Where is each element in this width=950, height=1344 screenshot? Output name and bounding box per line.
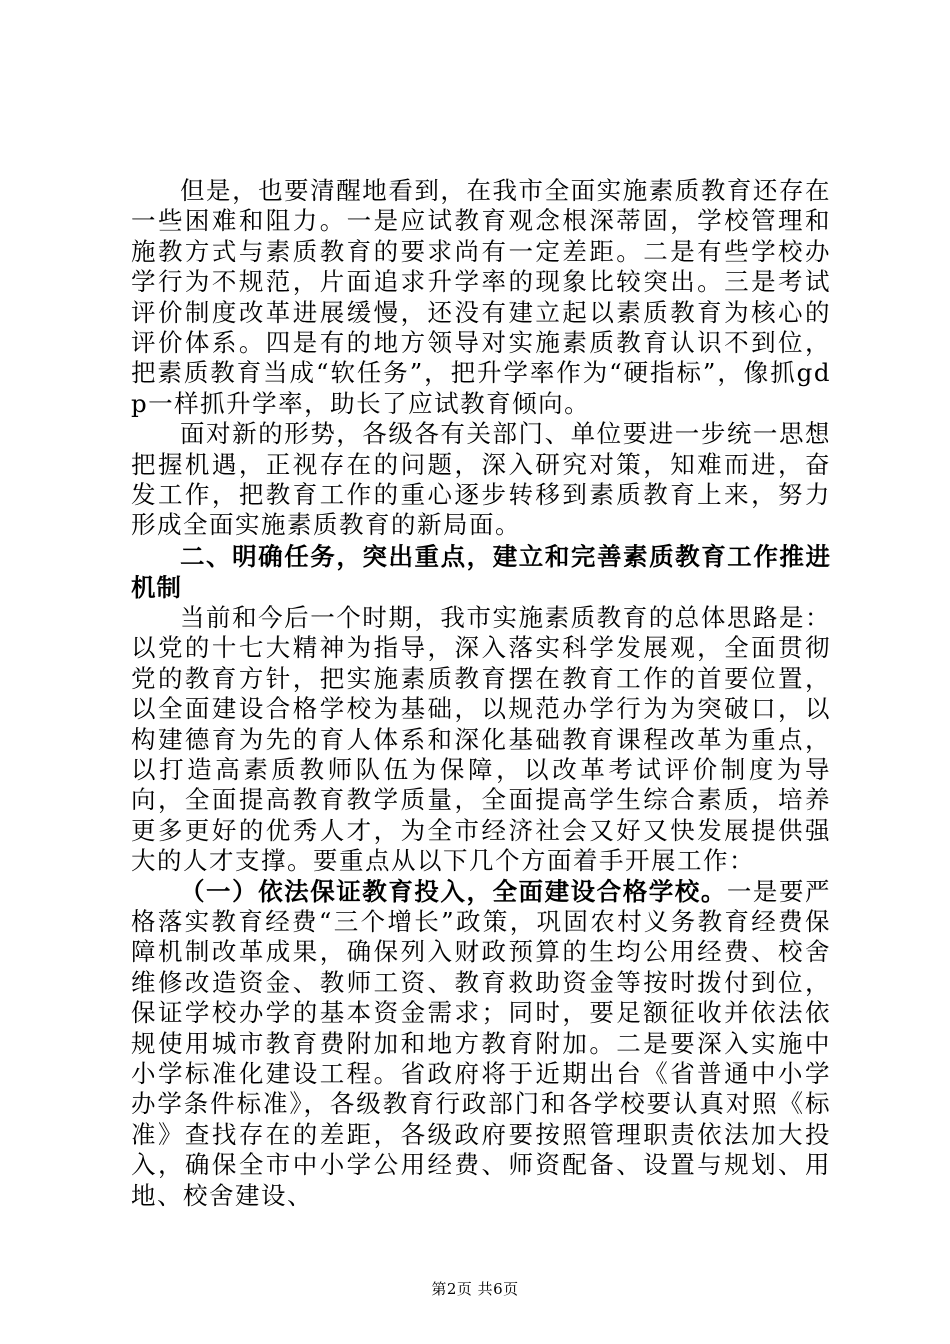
subsection-lead: （一）依法保证教育投入，全面建设合格学校。 <box>180 876 727 906</box>
section-heading: 二、明确任务，突出重点，建立和完善素质教育工作推进机制 <box>131 541 831 602</box>
subsection-text: 一是要严格落实教育经费“三个增长”政策，巩固农村义务教育经费保障机制改革成果，确保列入财政预算的生均公用经费、校舍维修改造资金、教师工资、教育救助资金等按时拨付到位，保证学校办学的基本资金需求；同时，要足额征收并依法依规使用城市教育费附加和地方教育附加。二是要深入实施中小学标准化建设工程。省政府将于近期出台《省普通中小学办学条件标准》，各级教育行政部门和各学校要认真对照《标准》查找存在的差距，各级政府要按照管理职责依法加大投入，确保全市中小学公用经费、师资配备、设置与规划、用地、校舍建设、 <box>131 876 831 1210</box>
paragraph-new-situation: 面对新的形势，各级各有关部门、单位要进一步统一思想把握机遇，正视存在的问题，深入研究对策，知难而进，奋发工作，把教育工作的重心逐步转移到素质教育上来，努力形成全面实施素质教育的新局面。 <box>131 419 831 540</box>
document-body <box>131 176 831 1211</box>
page-number-footer: 第2页 共6页 <box>431 1280 519 1298</box>
paragraph-difficulties: 但是，也要清醒地看到，在我市全面实施素质教育还存在一些困难和阻力。一是应试教育观念根深蒂固，学校管理和施教方式与素质教育的要求尚有一定差距。二是有些学校办学行为不规范，片面追求升学率的现象比较突出。三是考试评价制度改革进展缓慢，还没有建立起以素质教育为核心的评价体系。四是有的地方领导对实施素质教育认识不到位，把素质教育当成“软任务”，把升学率作为“硬指标”，像抓gdp一样抓升学率，助长了应试教育倾向。 <box>131 176 831 418</box>
paragraph-investment <box>131 877 831 1211</box>
paragraph-overall-approach: 当前和今后一个时期，我市实施素质教育的总体思路是：以党的十七大精神为指导，深入落实科学发展观，全面贯彻党的教育方针，把实施素质教育摆在教育工作的首要位置，以全面建设合格学校为基础，以规范办学行为为突破口，以构建德育为先的育人体系和深化基础教育课程改革为重点，以打造高素质教师队伍为保障，以改革考试评价制度为导向，全面提高教育教学质量，全面提高学生综合素质，培养更多更好的优秀人才，为全市经济社会又好又快发展提供强大的人才支撑。要重点从以下几个方面着手开展工作： <box>131 602 831 876</box>
